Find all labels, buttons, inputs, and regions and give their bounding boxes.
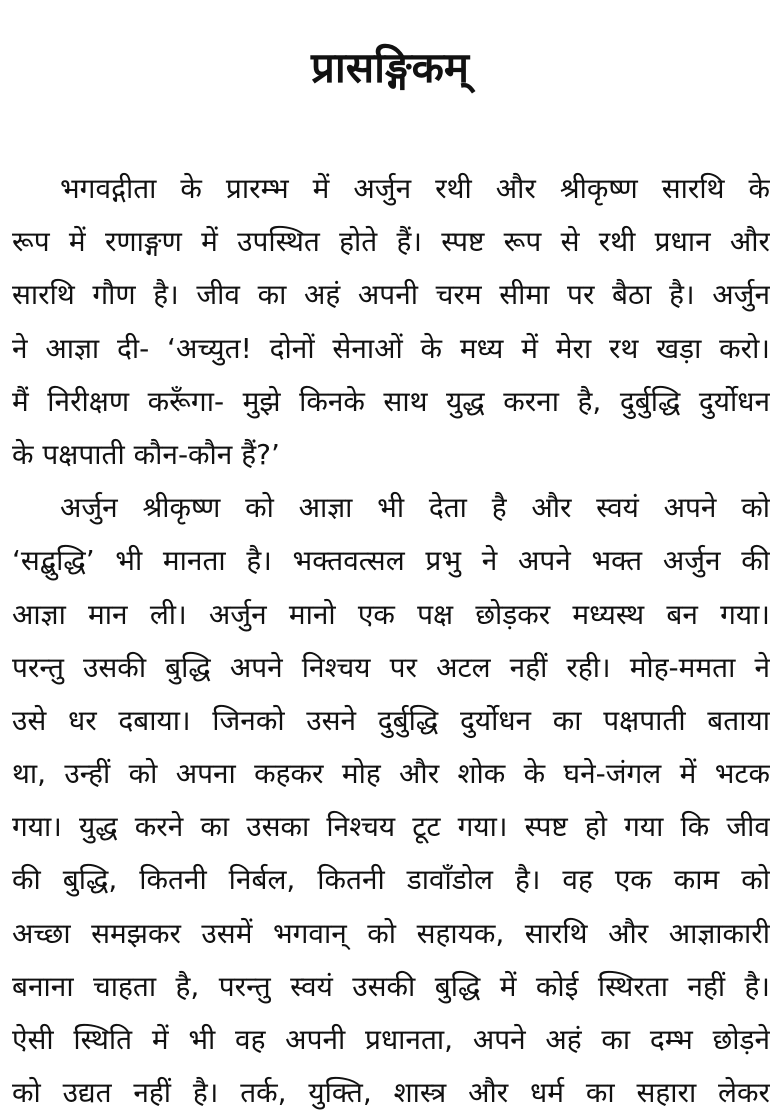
text-line: सारथि गौण है। जीव का अहं अपनी चरम सीमा पर बैठा है। अर्जुन — [12, 278, 770, 312]
text-line: ने आज्ञा दी- ‘अच्युत! दोनों सेनाओं के मध्य में मेरा रथ खड़ा करो। — [12, 331, 770, 365]
text-line: उसे धर दबाया। जिनको उसने दुर्बुद्धि दुर्योधन का पक्षपाती बताया — [12, 703, 770, 737]
text-line: परन्तु उसकी बुद्धि अपने निश्चय पर अटल नहीं रही। मोह-ममता ने — [12, 650, 770, 684]
text-line: रूप में रणाङ्गण में उपस्थित होते हैं। स्पष्ट रूप से रथी प्रधान और — [12, 225, 770, 259]
text-line: अर्जुन श्रीकृष्ण को आज्ञा भी देता है और स्वयं अपने को — [60, 491, 770, 525]
text-line: भगवद्गीता के प्रारम्भ में अर्जुन रथी और श्रीकृष्ण सारथि के — [60, 172, 770, 205]
page-title: प्रासङ्गिकम् — [310, 43, 469, 92]
text-line: की बुद्धि, कितनी निर्बल, कितनी डावाँडोल है। वह एक काम को — [12, 863, 770, 897]
text-line: के पक्षपाती कौन-कौन हैं?’ — [12, 437, 280, 471]
text-line: ऐसी स्थिति में भी वह अपनी प्रधानता, अपने अहं का दम्भ छोड़ने — [12, 1023, 770, 1056]
text-line: ‘सद्बुद्धि’ भी मानता है। भक्तवत्सल प्रभु ने अपने भक्त अर्जुन की — [12, 544, 770, 578]
text-line: गया। युद्ध करने का उसका निश्चय टूट गया। स्पष्ट हो गया कि जीव — [12, 810, 770, 844]
text-line: अच्छा समझकर उसमें भगवान् को सहायक, सारथि और आज्ञाकारी — [12, 916, 770, 950]
document-body — [12, 162, 770, 1119]
text-line: आज्ञा मान ली। अर्जुन मानो एक पक्ष छोड़कर मध्यस्थ बन गया। — [12, 597, 770, 631]
text-line: को उद्यत नहीं है। तर्क, युक्ति, शास्त्र और धर्म का सहारा लेकर — [12, 1076, 770, 1110]
text-line: बनाना चाहता है, परन्तु स्वयं उसकी बुद्धि में कोई स्थिरता नहीं है। — [12, 969, 770, 1003]
text-line: मैं निरीक्षण करूँगा- मुझे किनके साथ युद्ध करना है, दुर्बुद्धि दुर्योधन — [12, 384, 770, 418]
text-line: था, उन्हीं को अपना कहकर मोह और शोक के घने-जंगल में भटक — [12, 757, 770, 791]
